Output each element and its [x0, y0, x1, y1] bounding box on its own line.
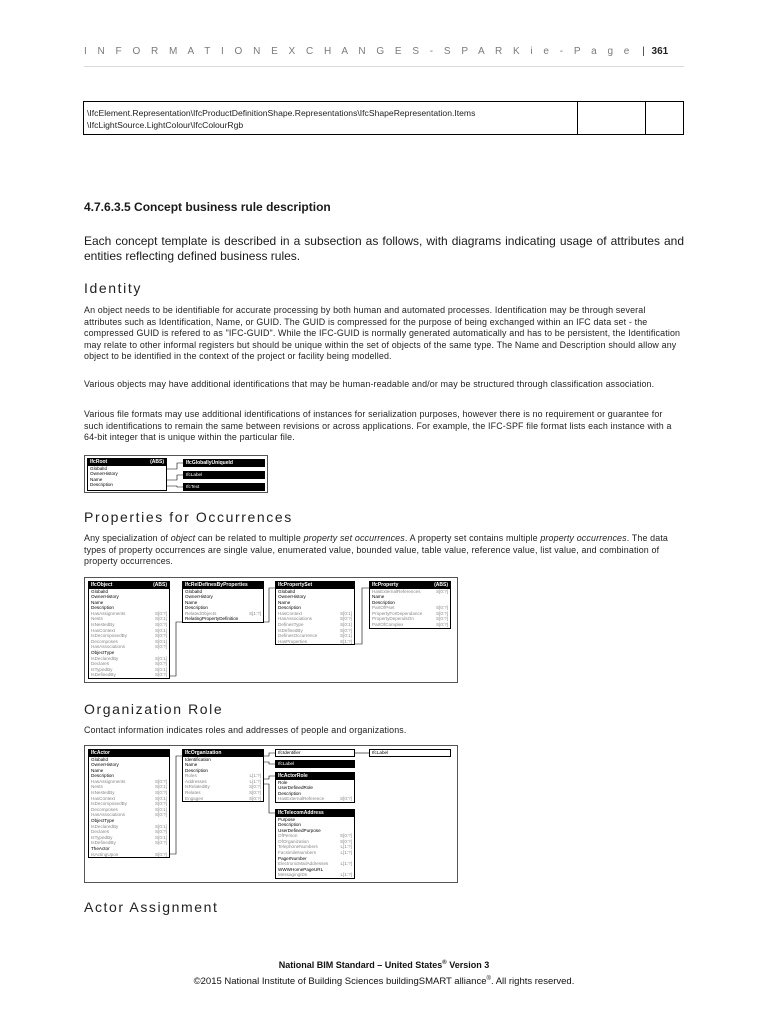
attr-row: MessagingIDs L[1:?]: [278, 872, 352, 878]
entity-title: IfcOrganization: [183, 750, 263, 757]
page-number: 361: [651, 46, 669, 57]
attr-row: GlobalId: [90, 465, 108, 471]
entity-title: IfcRelDefinesByProperties: [183, 582, 263, 589]
attr-row: GlobalId: [91, 588, 109, 594]
entity-title: IfcRoot (ABS): [90, 459, 164, 465]
identity-paragraph-3: Various file formats may use additional identifications of instances for serialization purposes, however there is no requirement or guarantee for such identifications to remain the same between revisions or across applications. For example, the IFC-SPF file format lists each instance with a 64-bit integer that is unique within the particular file.: [84, 409, 672, 443]
attr-row: HasExternalReference S[0:?]: [278, 796, 352, 802]
attr-row: HasContext S[0:1]: [91, 795, 167, 801]
entity-title: IfcActor: [89, 750, 169, 757]
attr-row: Description: [278, 822, 301, 828]
attr-row: IsRelatedBy S[0:?]: [185, 784, 261, 790]
footer-line-2: ©2015 National Institute of Building Sciences buildingSMART alliance®. All rights reserved.: [193, 975, 575, 987]
attr-row: Description: [185, 767, 208, 773]
attr-row: Description: [278, 790, 301, 796]
page-header: I N F O R M A T I O N E X C H A N G E S - S P A R K i e - P a g e | 361: [84, 46, 669, 57]
section-title: 4.7.6.3.5 Concept business rule description: [84, 200, 331, 214]
attr-row: Roles L[1:?]: [185, 773, 261, 779]
empty-cell: [578, 102, 646, 134]
attr-row: OfOrganization S[0:?]: [278, 838, 352, 844]
properties-heading: Properties for Occurrences: [84, 509, 293, 525]
attr-row: Declares S[0:?]: [91, 829, 167, 835]
attr-row: Role: [278, 779, 288, 785]
entity-ifcidentifier: IfcIdentifier: [275, 749, 355, 757]
attr-row: IsTypedBy S[0:1]: [91, 666, 167, 672]
attr-row: PartOfPset S[0:?]: [372, 605, 448, 611]
attr-row: ObjectType: [91, 818, 115, 824]
entity-title: IfcObject (ABS): [91, 582, 167, 588]
attr-row: Description: [278, 605, 301, 611]
attr-row: Name: [90, 476, 103, 482]
attr-row: GlobalId: [185, 588, 203, 594]
attr-row: OwnerHistory: [278, 594, 306, 600]
organization-paragraph: Contact information indicates roles and addresses of people and organizations.: [84, 725, 407, 735]
attr-row: Description: [185, 605, 208, 611]
attr-row: UserDefinedRole: [278, 785, 313, 791]
attr-row: Name: [372, 594, 385, 600]
attr-row: WWWHomePageURL: [278, 866, 324, 872]
attr-row: Description: [91, 773, 114, 779]
attr-row: OwnerHistory: [90, 471, 118, 477]
identity-paragraph-1: An object needs to be identifiable for accurate processing by both human and automated processes. Identification may be through several attributes such as Identification, Name, or GUID. The GUID is compressed for the purpose of being exchanged within an IFC data set - the compressed GUID is refered to as "IFC-GUID". While the IFC-GUID is normally generated automatically and has to be persistent, the Identification may relate to other informal registers but should be unique within the set of objects of the same type. The Name and Description should allow any object to be identified in the context of the project or facility being modelled.: [84, 305, 681, 362]
entity-ifctext: IfcText: [183, 483, 265, 491]
attr-row: HasAssociations S[0:?]: [278, 616, 352, 622]
attr-row: OwnerHistory: [91, 762, 119, 768]
path-table-row: [83, 101, 684, 135]
attr-row: IsDeclaredBy S[0:1]: [91, 655, 167, 661]
section-lead: Each concept template is described in a subsection as follows, with diagrams indicating usage of attributes and entities reflecting defined business rules.: [84, 234, 684, 263]
attr-row: ObjectType: [91, 650, 115, 656]
attr-row: Description: [90, 482, 113, 488]
entity-title: IfcTelecomAddress: [276, 810, 354, 817]
attr-row: Name: [185, 599, 198, 605]
attr-row: HasContext S[0:1]: [278, 610, 352, 616]
attr-row: HasProperties S[1:?]: [278, 638, 352, 644]
attr-row: OfPerson S[0:?]: [278, 833, 352, 839]
header-title: I N F O R M A T I O N E X C H A N G E S - S P A R K i e - P a g e: [84, 46, 634, 57]
attr-row: FacsimileNumbers L[1:?]: [278, 850, 352, 856]
header-rule: [84, 66, 684, 67]
identity-diagram: [84, 455, 268, 493]
attr-row: Description: [372, 599, 395, 605]
attr-row: GlobalId: [91, 756, 109, 762]
attr-row: ElectronicMailAddresses L[1:?]: [278, 861, 352, 867]
attr-row: Purpose: [278, 816, 296, 822]
attr-row: Name: [185, 762, 198, 768]
attr-row: Addresses L[1:?]: [185, 778, 261, 784]
attr-row: RelatingPropertyDefinition: [185, 616, 239, 622]
entity-ifclabel: IfcLabel: [183, 471, 265, 479]
organization-connectors: [85, 746, 459, 884]
empty-cell: [646, 102, 683, 134]
attr-row: Identification: [185, 756, 211, 762]
path-line-1: \IfcElement.Representation\IfcProductDefinitionShape.Representations\IfcShapeRepresentation.Items: [87, 108, 476, 118]
attr-row: Decomposes S[0:1]: [91, 638, 167, 644]
identity-heading: Identity: [84, 280, 142, 296]
attr-row: HasExternalReferences S[0:?]: [372, 588, 448, 594]
attr-row: IsActingUpon S[0:?]: [91, 851, 167, 857]
attr-row: HasAssociations S[0:?]: [91, 812, 167, 818]
entity-ifclabel-2: IfcLabel: [275, 760, 355, 768]
attr-row: IsNestedBy S[0:?]: [91, 790, 167, 796]
attr-row: IsDecomposedBy S[0:?]: [91, 633, 167, 639]
attr-row: HasAssignments S[0:?]: [91, 610, 167, 616]
attr-row: IsDefinedBy S[0:?]: [91, 840, 167, 846]
attr-row: TelephoneNumbers L[1:?]: [278, 844, 352, 850]
attr-row: PartOfComplex S[0:?]: [372, 622, 448, 628]
properties-connectors: [85, 578, 459, 684]
attr-row: PropertyDependsOn S[0:?]: [372, 616, 448, 622]
attr-row: Nests S[0:1]: [91, 616, 167, 622]
attr-row: Name: [91, 767, 104, 773]
footer-line-1: National BIM Standard – United States® Version 3: [278, 960, 490, 970]
attr-row: HasAssociations S[0:?]: [91, 644, 167, 650]
attr-row: OwnerHistory: [185, 594, 213, 600]
attr-row: TheActor: [91, 846, 110, 851]
attr-row: DefinesOccurrence S[0:1]: [278, 633, 352, 639]
actor-assignment-heading: Actor Assignment: [84, 899, 219, 915]
attr-row: GlobalId: [278, 588, 296, 594]
attr-row: Engages S[0:?]: [185, 795, 261, 801]
attr-row: OwnerHistory: [91, 594, 119, 600]
entity-title: IfcProperty (ABS): [372, 582, 448, 588]
attr-row: PropertyForDependance S[0:?]: [372, 610, 448, 616]
attr-row: DefinesType S[0:1]: [278, 622, 352, 628]
attr-row: HasAssignments S[0:?]: [91, 778, 167, 784]
attr-row: IsDecomposedBy S[0:?]: [91, 801, 167, 807]
entity-ifcgloballyuniqueid: IfcGloballyUniqueId: [183, 459, 265, 467]
attr-row: IsDefinedBy S[0:?]: [278, 627, 352, 633]
attr-row: Declares S[0:?]: [91, 661, 167, 667]
entity-title: IfcActorRole: [276, 773, 354, 780]
properties-paragraph: Any specialization of object can be related to multiple property set occurrences. A property set contains multiple property occurrences. The data types of property occurrences are single value, enumerated value, bounded value, table value, reference value, list value, and combination of property occurrences.: [84, 533, 669, 567]
attr-row: IsNestedBy S[0:?]: [91, 622, 167, 628]
identity-connectors: [85, 456, 269, 494]
attr-row: UserDefinedPurpose: [278, 827, 321, 833]
identity-paragraph-2: Various objects may have additional identifications that may be human-readable and/or may be structured through classification association.: [84, 379, 655, 389]
attr-row: Name: [91, 599, 104, 605]
entity-ifclabel: IfcLabel: [369, 749, 451, 757]
organization-heading: Organization Role: [84, 701, 224, 717]
attr-row: Relates S[0:?]: [185, 790, 261, 796]
path-cell: [84, 102, 578, 134]
attr-row: IsDefinedBy S[0:?]: [91, 672, 167, 678]
path-line-2: \IfcLightSource.LightColour\IfcColourRgb: [87, 120, 244, 130]
attr-row: IsTypedBy S[0:1]: [91, 834, 167, 840]
organization-diagram: [84, 745, 458, 883]
attr-row: PagerNumber: [278, 855, 307, 861]
attr-row: Decomposes S[0:1]: [91, 806, 167, 812]
attr-row: HasContext S[0:1]: [91, 627, 167, 633]
attr-row: Description: [91, 605, 114, 611]
properties-diagram: [84, 577, 458, 683]
entity-title: IfcPropertySet: [276, 582, 354, 589]
attr-row: Nests S[0:1]: [91, 784, 167, 790]
attr-row: IsDeclaredBy S[0:1]: [91, 823, 167, 829]
attr-row: Name: [278, 599, 291, 605]
attr-row: RelatedObjects S[1:?]: [185, 610, 261, 616]
